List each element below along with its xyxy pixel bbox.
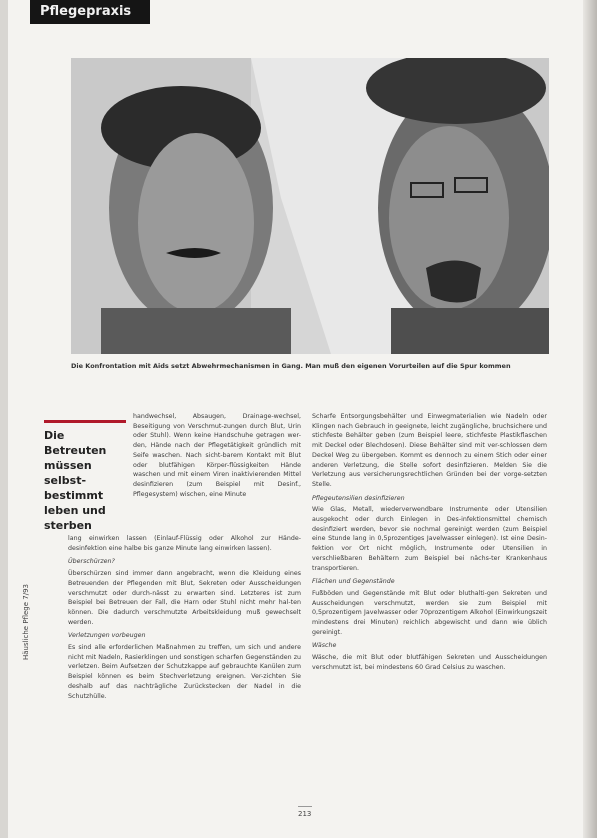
column-c <box>312 412 547 677</box>
column-c-para-3: Fußböden und Gegenstände mit Blut oder bluthalti-gen Sekreten und Ausscheidungen verschmutzt, werden sie zum Beispiel mit 0,5prozentigem Javelwasser oder 70prozentigem Alkohol (Einwirkungszeit mindestens drei Minuten) reichlich abgewischt und dann wie üblich gereinigt. <box>312 589 547 636</box>
two-men-photo <box>71 58 549 354</box>
photo-caption: Die Konfrontation mit Aids setzt Abwehrmechanismen in Gang. Man muß den eigenen Vorurteilen auf die Spur kommen <box>71 362 511 370</box>
subheading-waesche: Wäsche <box>312 642 337 650</box>
subheading-verletzungen: Verletzungen vorbeugen <box>68 632 146 640</box>
section-header: Pflegepraxis <box>30 0 150 24</box>
pullquote-rule <box>44 420 126 423</box>
journal-side-label: Häusliche Pflege 7/93 <box>22 584 30 660</box>
column-b-para-2: Es sind alle erforderlichen Maßnahmen zu treffen, um sich und andere nicht mit Nadeln, Rasierklingen und sonstigen scharfen Gegenständen zu verletzen. Beim Aufsetzen der Schutzkappe auf gebrauchte Kanülen zum Beispiel können es beim Stechverletzung ereignen. Ver-zichten Sie deshalb auf das nachträgliche Zurückstecken der Nadel in die Schutzhülle. <box>68 644 301 700</box>
article-photo <box>71 58 549 354</box>
column-a-text: handwechsel, Absaugen, Drainage-wechsel, Beseitigung von Verschmut-zungen durch Blut, Urin oder Stuhl). Wenn keine Handschuhe getragen wer-den, Hände nach der Pflegetätigkeit gründlich mit Seife waschen. Nach sicht-barem Kontakt mit Blut oder blutfähigen Körper-flüssigkeiten Hände waschen und mit einem Viren inaktivierenden Mittel desinfizieren (zum Beispiel mit Desinf., Pflegesystem) wischen, eine Minute <box>133 413 301 498</box>
subheading-ueberschuerzen: Überschürzen? <box>68 558 115 566</box>
column-c-para-4: Wäsche, die mit Blut oder blutfähigen Sekreten und Ausscheidungen verschmutzt ist, bei mindestens 60 Grad Celsius zu waschen. <box>312 654 547 671</box>
column-b <box>68 534 301 705</box>
column-b-para-1: Überschürzen sind immer dann angebracht, wenn die Kleidung eines Betreuenden der Pflegenden mit Blut, Sekreten oder Ausscheidungen verschmutzt oder durch-nässt zu erwarten sind. Letzteres ist zum Beispiel bei Betreuen der Fall, die Harn oder Stuhl nicht mehr hal-ten können. Die dadurch verschmutzte Arbeitskleidung muß gewechselt werden. <box>68 570 301 626</box>
subheading-flaechen: Flächen und Gegenstände <box>312 578 395 586</box>
page-number-rule <box>298 806 312 807</box>
page-number: 213 <box>298 810 312 818</box>
pullquote: Die Betreuten müssen selbst-bestimmt leben und sterben <box>44 429 107 532</box>
page-edge-right <box>583 0 597 838</box>
subheading-pflegeutensilien: Pflegeutensilien desinfizieren <box>312 494 405 502</box>
page-edge-left <box>0 0 8 838</box>
column-a <box>133 412 301 503</box>
column-b-lead: lang einwirken lassen (Einlauf-Flüssig oder Alkohol zur Hände-desinfektion eine halbe bis ganze Minute lang einwirken lassen). <box>68 535 301 552</box>
column-c-para-1: Scharfe Entsorgungsbehälter und Einwegmaterialien wie Nadeln oder Klingen nach Gebrauch in geeignete, leicht zugängliche, bruchsichere und stichfeste Behälter geben (zum Beispiel leere, stichfeste Plastikflaschen mit Deckel oder Blechdosen). Diese Behälter sind mit ver-schlossen dem Deckel Weg zu übergeben. Kommt es dennoch zu einem Stich oder einer anderen Verletzung, die Stelle sofort desinfizieren. Melden Sie die Verletzung aus versicherungsrechtlichen Gründen bei der vorge-setzten Stelle. <box>312 413 547 488</box>
column-c-para-2: Wie Glas, Metall, wiederverwendbare Instrumente oder Utensilien ausgekocht oder durch Einlegen in Des-infektionsmittel chemisch desinfiziert werden, bevor sie nochmal gereinigt werden (zum Beispiel eine Stunde lang in 0,5prozentiges Javelwasser einlegen). Ist eine Desin-fektion vor Ort nicht möglich, Instrumente oder Utensilien in verschließbaren Behältern zum Beispiel bei nächs-ter Krankenhaus transportieren. <box>312 506 547 572</box>
